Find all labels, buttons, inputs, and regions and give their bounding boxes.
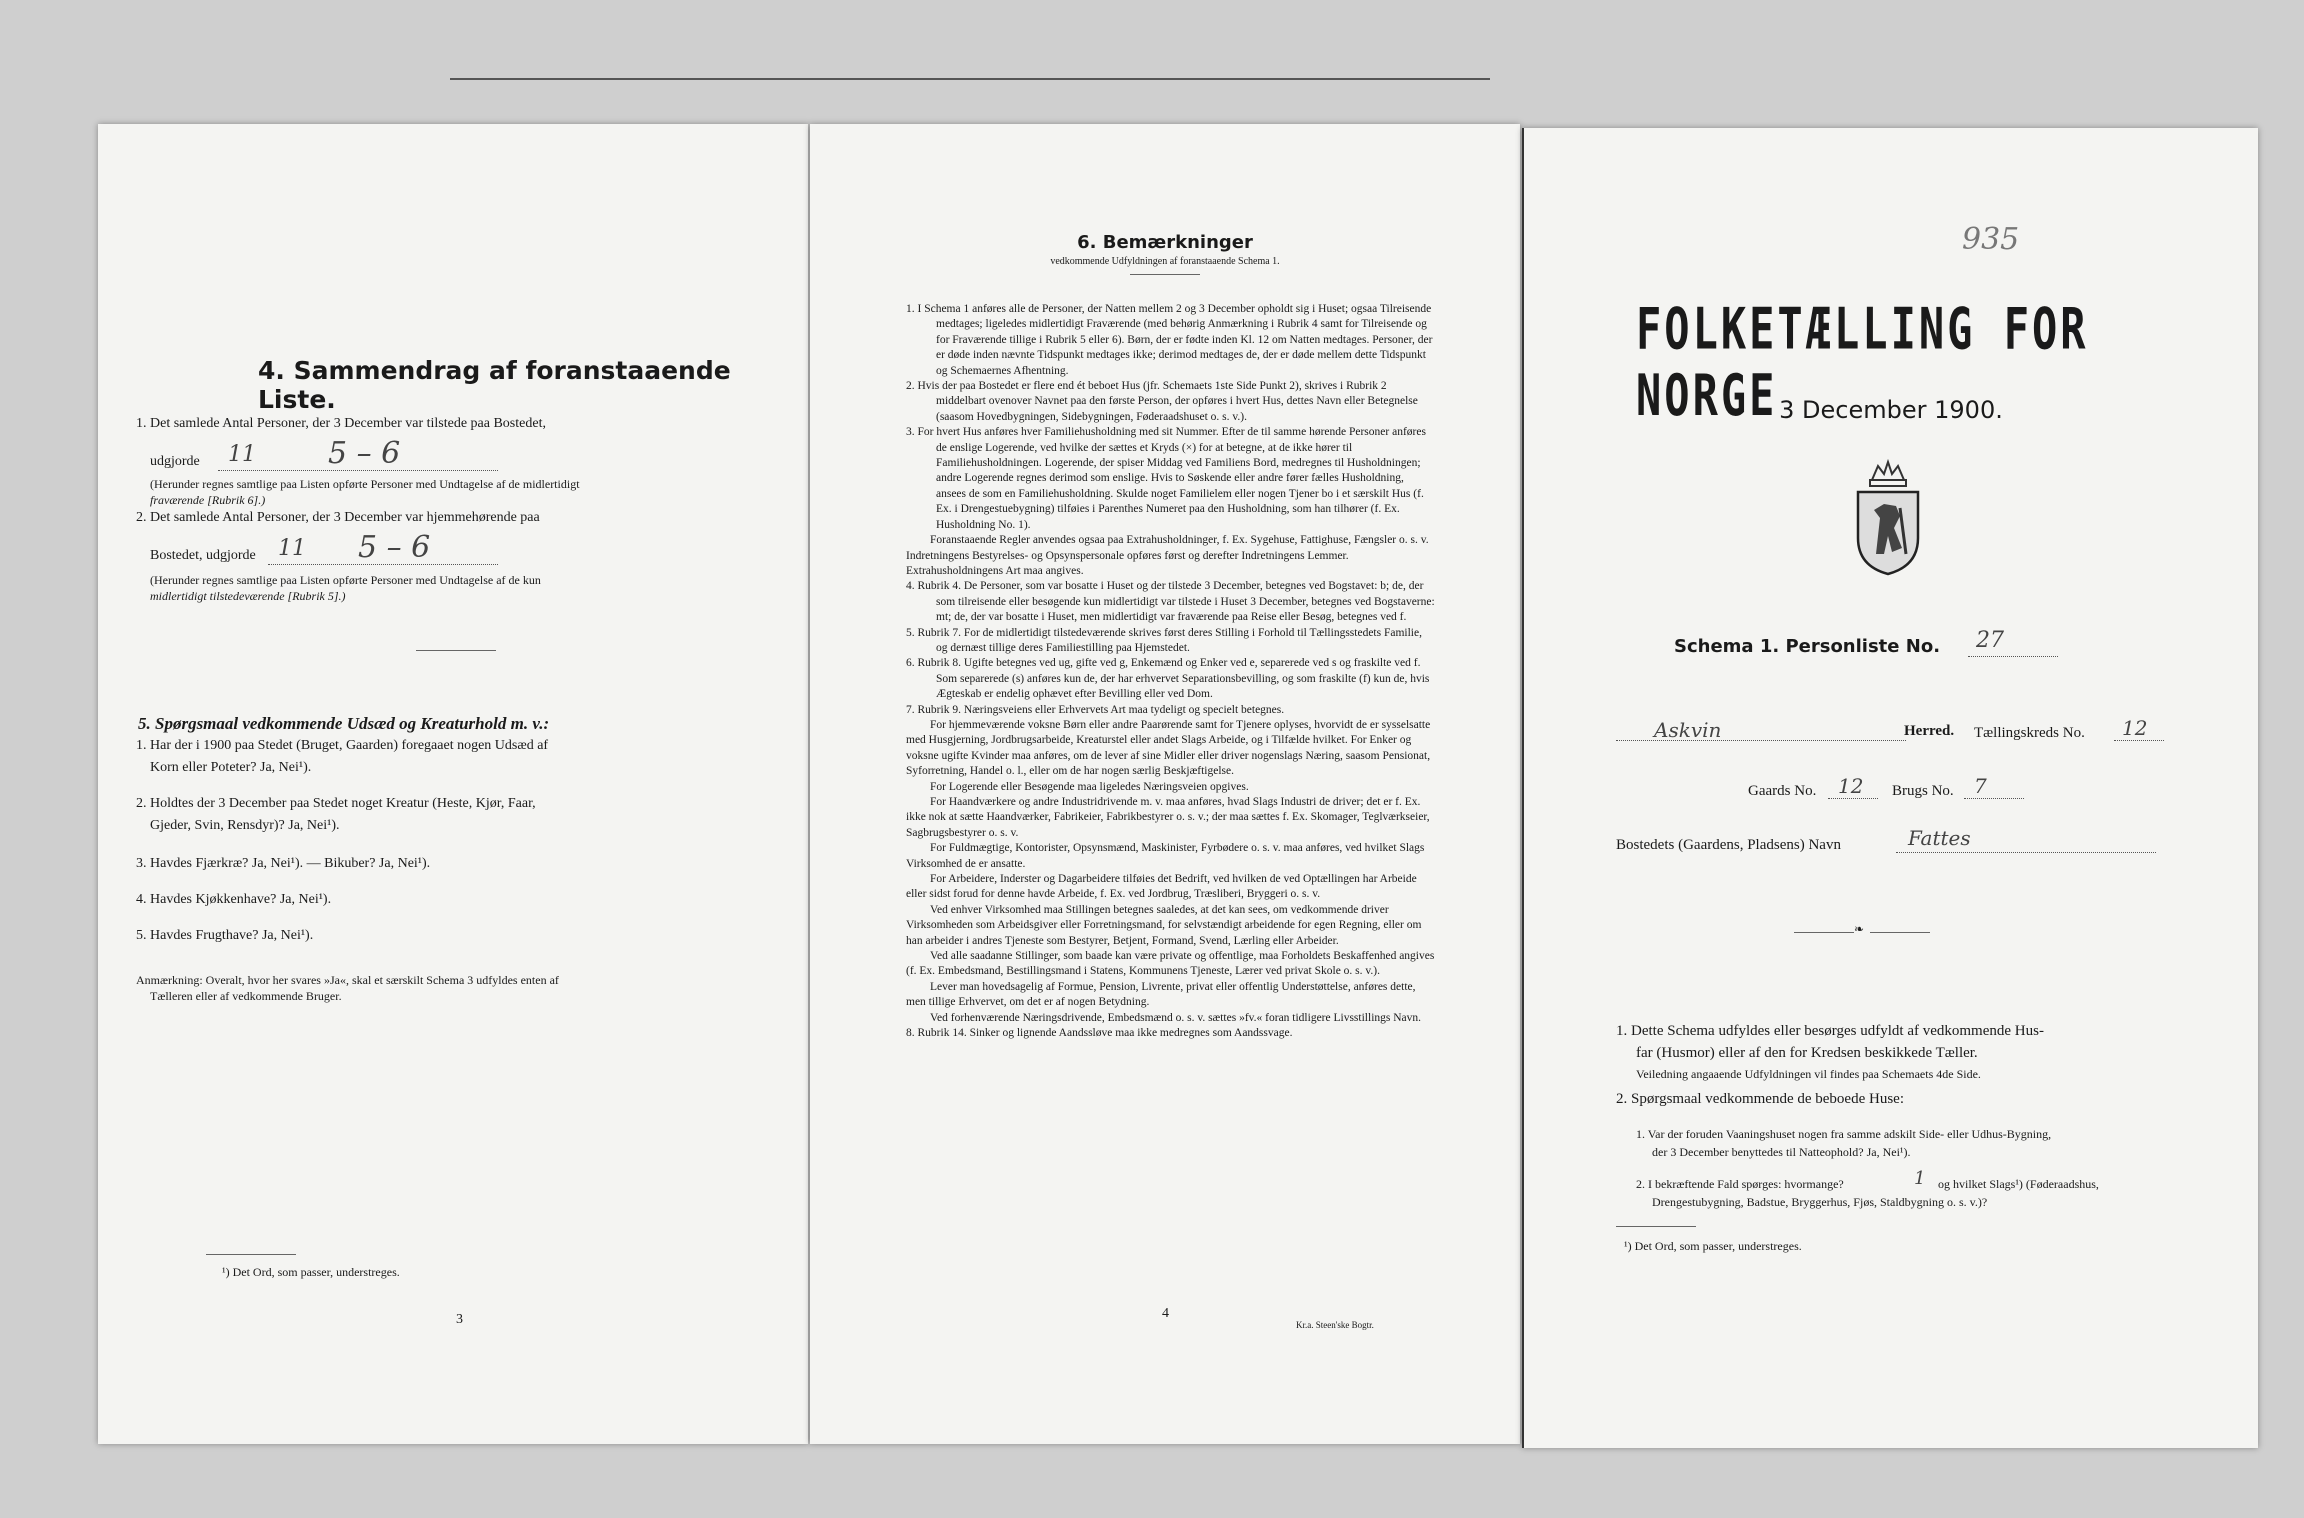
item2-line1: 2. Det samlede Antal Personer, der 3 December var hjemmehørende paa [136, 510, 540, 525]
remark-7-d: For Fuldmægtige, Kontorister, Opsynsmænd, Maskinister, Fyrbødere o. s. v. maa anføres, ved hvilket Slags Virksomhed de er ansatte. [906, 842, 1425, 870]
brugs-label: Brugs No. [1892, 783, 1954, 799]
bosted-handwriting: Fattes [1908, 826, 1971, 850]
q1-line2: Korn eller Poteter? Ja, Nei¹). [150, 760, 312, 775]
herred-label: Herred. [1904, 723, 1955, 739]
remark-7-h: Lever man hovedsagelig af Formue, Pension, Livrente, privat eller offentlig Understøttelse, anføres dette, men tillige Erhvervet, om det er af nogen Betydning. [906, 980, 1416, 1009]
remark-7: 7. Rubrik 9. Næringsveiens eller Erhvervets Art maa tydeligt og specielt betegnes. [906, 703, 1285, 716]
remark-8: 8. Rubrik 14. Sinker og lignende Aandssløve maa ikke medregnes som Aandssvage. [906, 1027, 1293, 1040]
brugs-line [1964, 798, 2024, 799]
section4-title: 4. Sammendrag af foranstaaende Liste. [258, 356, 731, 414]
page-4 [810, 124, 1520, 1444]
house-q2-rest: og hvilket Slags¹) (Føderaadshus, [1938, 1177, 2099, 1191]
remarks-subtitle: vedkommende Udfyldningen af foranstaaende Schema 1. [1050, 256, 1280, 267]
remark-7-g: Ved alle saadanne Stillinger, som baade kan være private og offentlige, maa Forholdets Beskaffenhed angives (f. Ex. Embedsmand, Bestillingsmand i Statens, Kommunens Tjeneste, Lærer ved privat Skole o. s. v.). [906, 950, 1435, 978]
remarks-title: 6. Bemærkninger [1077, 232, 1253, 253]
house-q1-line2: der 3 December benyttedes til Natteophold? Ja, Nei¹). [1652, 1145, 1911, 1159]
page-number: 4 [1162, 1306, 1169, 1321]
house-q2-line2: Drengestubygning, Badstue, Bryggerhus, Fjøs, Staldbygning o. s. v.)? [1652, 1195, 1988, 1209]
footnote: ¹) Det Ord, som passer, understreges. [222, 1265, 400, 1279]
ornament-left [1794, 932, 1854, 933]
gaards-line [1828, 798, 1878, 799]
remark-7-e: For Arbeidere, Inderster og Dagarbeidere tilføies det Bedrift, ved hvilken de ved Optællingen har Arbeide eller sidst forud for denne havde Arbeide, f. Ex. ved Jordbrug, Træsliberi, Bryggeri o. s. v. [906, 873, 1417, 901]
remark-7-a: For hjemmeværende voksne Børn eller andre Paarørende samt for Tjenere oplyses, hvorvidt de er sysselsatte med Husgjerning, Jordbrugsarbeide, Kreaturstel eller andet Slags Arbeide, og i Tilfælde hvilket. For Enker og voksne ugifte Kvinder maa anføres, om de lever af sine Midler eller driver nogenslags Næring, saasom Pensionat, Syforretning, Handel o. l., eller om de har nogen særlig Beskjæftigelse. [906, 718, 1431, 778]
personliste-line [1968, 656, 2058, 657]
coat-of-arms-icon [1844, 458, 1932, 578]
page-3 [98, 124, 808, 1444]
item2-bostedet: Bostedet, udgjorde [150, 548, 256, 563]
herred-handwriting: Askvin [1654, 718, 1722, 742]
item1-udgjorde: udgjorde [150, 454, 200, 469]
remark-7-b: For Logerende eller Besøgende maa ligeledes Næringsveien opgives. [930, 780, 1249, 793]
page-number: 3 [456, 1312, 463, 1327]
schema-label: Schema 1. Personliste No. [1674, 636, 1941, 657]
remarks-body [896, 302, 1436, 1042]
gaards-handwriting: 12 [1838, 774, 1864, 798]
remark-7-c: For Haandværkere og andre Industridrivende m. v. maa anføres, hvad Slags Industri de driver; det er f. Ex. ikke nok at sætte Haandværker, Fabrikeier, Fabrikbestyrer o. s. v.; der maa sættes f. Ex. Skomager, Teglværkseier, Sagbrugsbestyrer o. s. v. [906, 796, 1430, 839]
ornament-right [1870, 932, 1930, 933]
instruction1-line2: far (Husmor) eller af den for Kredsen beskikkede Tæller. [1636, 1045, 1978, 1061]
scan-top-rule [450, 78, 1490, 80]
remark-2: 2. Hvis der paa Bostedet er flere end ét beboet Hus (jfr. Schemaets 1ste Side Punkt 2), skrives i Rubrik 2 middelbart ovenover Navnet paa den første Person, der opføres i hvert Hus, dettes Navn eller Betegnelse (saasom Hovedbygningen, Sidebygningen, Føderaadshuset o. s. v.). [906, 380, 1418, 423]
bosted-label: Bostedets (Gaardens, Pladsens) Navn [1616, 837, 1841, 853]
q5: 5. Havdes Frugthave? Ja, Nei¹). [136, 928, 314, 943]
q3: 3. Havdes Fjærkræ? Ja, Nei¹). — Bikuber? Ja, Nei¹). [136, 856, 431, 871]
item1-note1: (Herunder regnes samtlige paa Listen opførte Personer med Undtagelse af de midlertidigt [150, 477, 580, 491]
census-date: 3 December 1900. [1779, 396, 2003, 424]
anmaerkning-line1: Anmærkning: Overalt, hvor her svares »Ja«, skal et særskilt Schema 3 udfyldes enten af [136, 973, 559, 987]
kreds-label: Tællingskreds No. [1974, 725, 2085, 741]
item2-handwriting-a: 11 [278, 536, 306, 561]
kreds-line [2114, 740, 2164, 741]
ornament-icon: ❧ [1854, 922, 1865, 936]
title-page [1522, 128, 2258, 1448]
kreds-handwriting: 12 [2122, 716, 2148, 740]
house-q2-handwriting: 1 [1914, 1168, 1926, 1189]
gaards-label: Gaards No. [1748, 783, 1817, 799]
section5-title: 5. Spørgsmaal vedkommende Udsæd og Kreaturhold m. v.: [138, 714, 550, 733]
remark-4: 4. Rubrik 4. De Personer, som var bosatte i Huset og der tilstede 3 December, betegnes ved Bogstavet: b; de, der som tilreisende eller besøgende kun midlertidigt var tilstede i Huset 3 December, betegnes ved Bogstaverne: mt; de, der var bosatte i Huset, men midlertidigt var fraværende paa Reise eller Besøg, betegnes ved f. [906, 580, 1435, 624]
instruction2: 2. Spørgsmaal vedkommende de beboede Huse: [1616, 1091, 1904, 1107]
house-q2-line1: 2. I bekræftende Fald spørges: hvormange? [1636, 1177, 1844, 1191]
remark-7-f: Ved enhver Virksomhed maa Stillingen betegnes saaledes, at det kan sees, om vedkommende driver Virksomheden som Arbeidsgiver eller Forretningsmand, for selvstændigt arbeidende for egen Regning, eller om han arbeider i andres Tjeneste som Bestyrer, Betjent, Formand, Svend, Lærling eller Arbeider. [906, 903, 1422, 947]
item2-note2: midlertidigt tilstedeværende [Rubrik 5].) [150, 589, 346, 603]
census-title: FOLKETÆLLING FOR NORGE [1636, 296, 2089, 429]
q2-line2: Gjeder, Svin, Rensdyr)? Ja, Nei¹). [150, 818, 340, 833]
item1-handwriting-a: 11 [228, 442, 256, 467]
printer-imprint: Kr.a. Steen'ske Bogtr. [1296, 1320, 1374, 1330]
remark-7-i: Ved forhenværende Næringsdrivende, Embedsmænd o. s. v. sættes »fv.« foran tidligere Livsstillings Navn. [930, 1011, 1422, 1024]
remarks-divider [1130, 274, 1200, 275]
instruction1-line1: 1. Dette Schema udfyldes eller besørges udfyldt af vedkommende Hus- [1616, 1023, 2044, 1039]
q2-line1: 2. Holdtes der 3 December paa Stedet noget Kreatur (Heste, Kjør, Faar, [136, 796, 536, 811]
item1-note2: fraværende [Rubrik 6].) [150, 493, 266, 507]
q1-line1: 1. Har der i 1900 paa Stedet (Bruget, Gaarden) foregaaet nogen Udsæd af [136, 738, 549, 753]
section-divider [416, 650, 496, 651]
q4: 4. Havdes Kjøkkenhave? Ja, Nei¹). [136, 892, 332, 907]
item2-note1: (Herunder regnes samtlige paa Listen opførte Personer med Undtagelse af de kun [150, 573, 541, 587]
brugs-handwriting: 7 [1974, 774, 1987, 798]
item2-handwriting-b: 5 – 6 [358, 530, 431, 565]
instruction1-sub: Veiledning angaaende Udfyldningen vil findes paa Schemaets 4de Side. [1636, 1067, 1981, 1081]
remark-3-extra: Foranstaaende Regler anvendes ogsaa paa Extrahusholdninger, f. Ex. Sygehuse, Fattighuse, Fængsler o. s. v. Indretningens Bestyrelses- og Opsynspersonale opføres først og derefter Indretningens Lemmer. Extrahusholdningens Art maa angives. [906, 534, 1429, 577]
item1-line1: 1. Det samlede Antal Personer, der 3 December var tilstede paa Bostedet, [136, 416, 546, 431]
remark-3: 3. For hvert Hus anføres hver Familiehusholdning med sit Nummer. Efter de til samme hørende Personer anføres de enslige Logerende, ved hvilke der sættes et Kryds (×) for at betegne, at de ikke hører til Familiehusholdningen. Logerende, der spiser Middag ved Familiens Bord, medregnes til Husholdningen; andre Logerende regnes derimod som enslige. Hvis to Søskende eller andre fører fælles Husholdning, ansees de som en Familiehusholdning. Skulde noget Familielem eller nogen Tjener bo i et særskilt Hus (f. Ex. i Drengestuebygning) tilføies i Parenthes Numeret paa den Husholdning, som han tilhører (f. Ex. Husholdning No. 1). [906, 426, 1426, 531]
house-q1-line1: 1. Var der foruden Vaaningshuset nogen fra samme adskilt Side- eller Udhus-Bygning, [1636, 1127, 2052, 1141]
remark-5: 5. Rubrik 7. For de midlertidigt tilstedeværende skrives først deres Stilling i Forhold til Tællingsstedets Familie, og dernæst tillige deres Familiestilling paa Hjemstedet. [906, 626, 1422, 654]
personliste-number: 27 [1976, 628, 2004, 653]
remark-1: 1. I Schema 1 anføres alle de Personer, der Natten mellem 2 og 3 December opholdt sig i Huset; ogsaa Tilreisende medtages; ligeledes midlertidigt Fraværende (med behørig Anmærkning i Rubrik 4 samt for Tilreisende og for Fraværende tillige i Rubrik 5 eller 6). Børn, der er fødte inden Kl. 12 om Natten medtages. Personer, der er døde inden nævnte Tidspunkt medtages ikke; derimod medtages de, der er døde mellem dette Tidspunkt og Schemaernes Afhentning. [906, 303, 1433, 377]
remark-6: 6. Rubrik 8. Ugifte betegnes ved ug, gifte ved g, Enkemænd og Enker ved e, separerede ved s og fraskilte ved f. Som separerede (s) anføres kun de, der har erhvervet Separationsbevilling, og som fraskilte (f) kun de, hvis Ægteskab er endelig ophævet efter Bevilling eller ved Dom. [906, 657, 1430, 701]
anmaerkning-line2: Tælleren eller af vedkommende Bruger. [150, 989, 342, 1003]
bosted-line [1896, 852, 2156, 853]
footnote-rule [1616, 1226, 1696, 1227]
archive-number: 935 [1962, 222, 2020, 257]
item1-handwriting-b: 5 – 6 [328, 436, 401, 471]
footnote-rule [206, 1254, 296, 1255]
footnote: ¹) Det Ord, som passer, understreges. [1624, 1239, 1802, 1253]
